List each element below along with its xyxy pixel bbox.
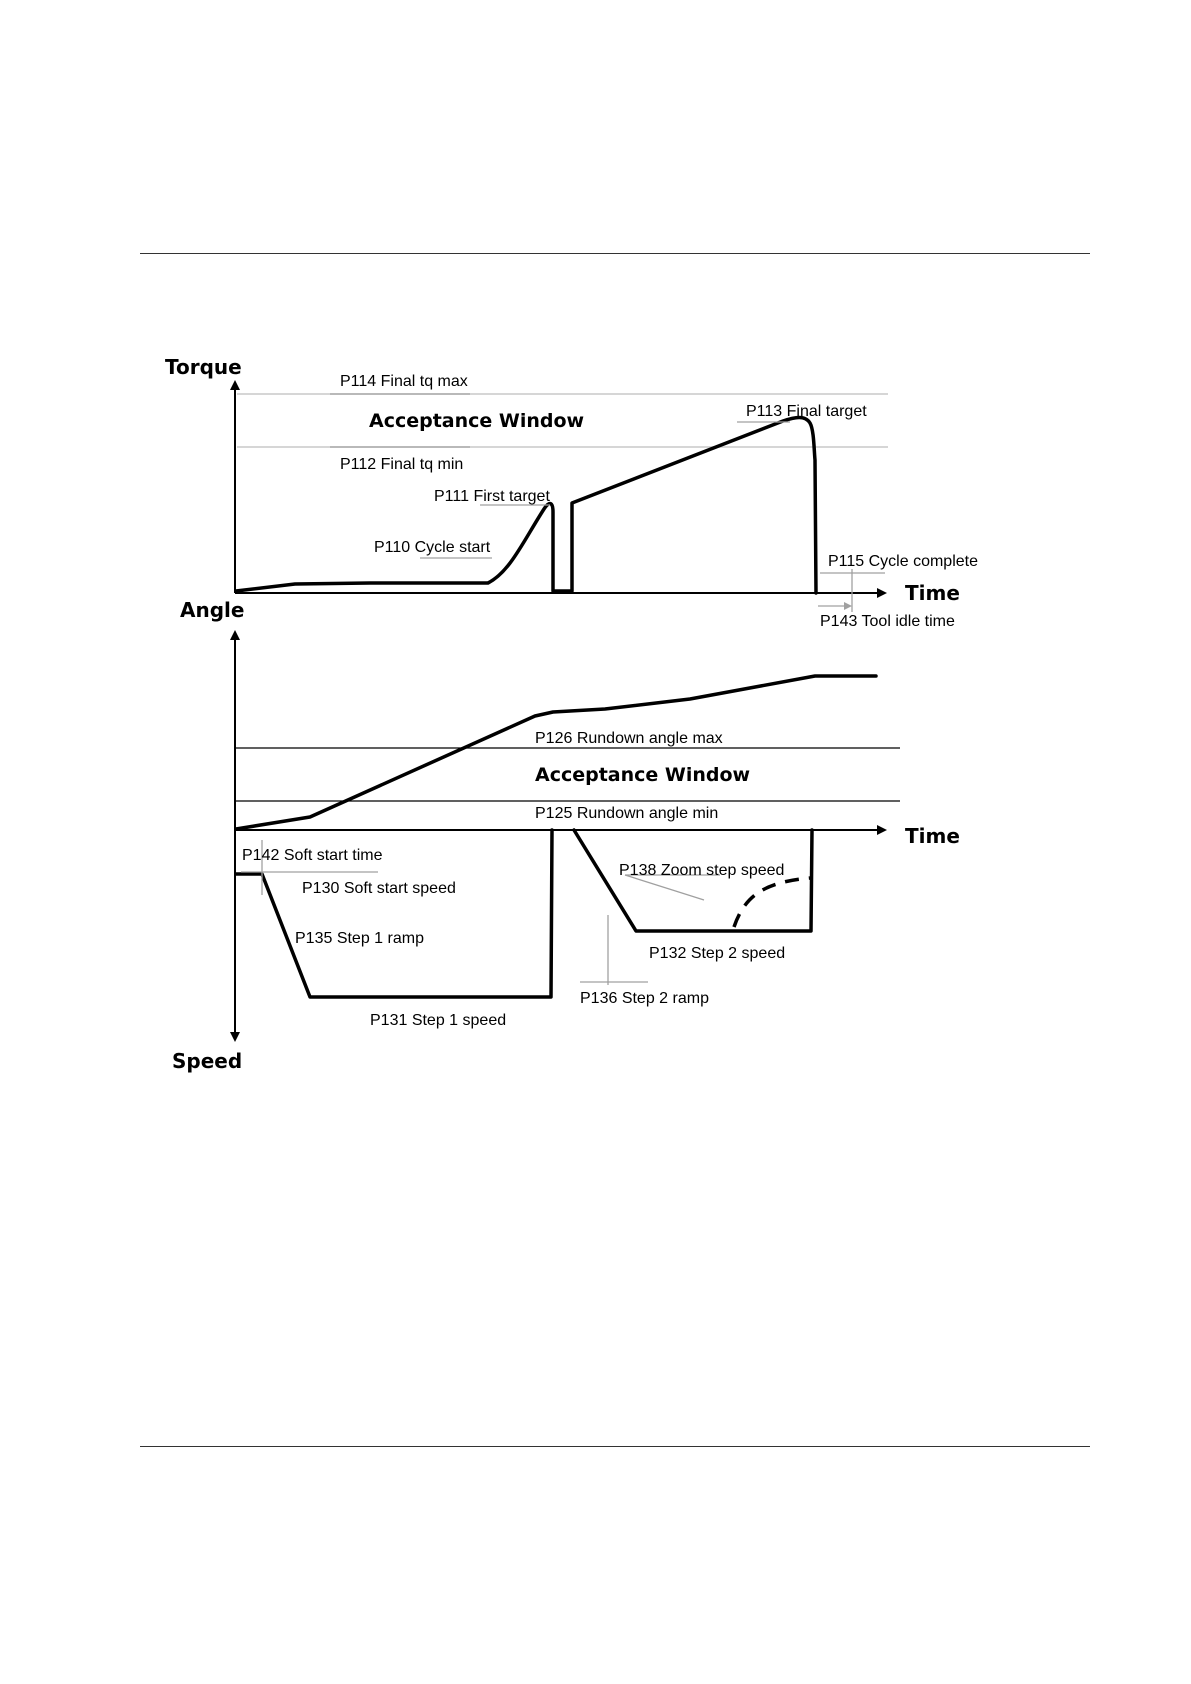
p138-label: P138 Zoom step speed xyxy=(619,862,785,879)
p111-label: P111 First target xyxy=(434,488,550,505)
speed-profile-step2 xyxy=(574,830,812,931)
angle-speed-chart xyxy=(172,598,960,1073)
angle-time-axis-label: Time xyxy=(905,824,960,848)
p115-label: P115 Cycle complete xyxy=(828,553,978,570)
p112-label: P112 Final tq min xyxy=(340,456,464,473)
speed-axis-label: Speed xyxy=(172,1049,243,1073)
p142-label: P142 Soft start time xyxy=(242,847,383,864)
p132-label: P132 Step 2 speed xyxy=(649,945,786,962)
p143-label: P143 Tool idle time xyxy=(820,613,955,630)
p143-arrow-head xyxy=(844,602,852,610)
p131-label: P131 Step 1 speed xyxy=(370,1012,507,1029)
p110-label: P110 Cycle start xyxy=(374,539,491,556)
torque-axis-label: Torque xyxy=(165,355,242,379)
p130-label: P130 Soft start speed xyxy=(302,880,456,897)
p114-label: P114 Final tq max xyxy=(340,373,468,390)
p125-label: P125 Rundown angle min xyxy=(535,805,719,822)
angle-axis-label: Angle xyxy=(180,598,245,622)
p126-label: P126 Rundown angle max xyxy=(535,730,723,747)
torque-chart xyxy=(165,355,978,630)
torque-acceptance-window-label: Acceptance Window xyxy=(369,410,585,432)
torque-time-axis-label: Time xyxy=(905,581,960,605)
p113-label: P113 Final target xyxy=(746,403,867,420)
p135-label: P135 Step 1 ramp xyxy=(295,930,424,947)
zoom-step-speed-curve xyxy=(734,878,810,927)
angle-acceptance-window-label: Acceptance Window xyxy=(535,764,751,786)
p136-label: P136 Step 2 ramp xyxy=(580,990,709,1007)
